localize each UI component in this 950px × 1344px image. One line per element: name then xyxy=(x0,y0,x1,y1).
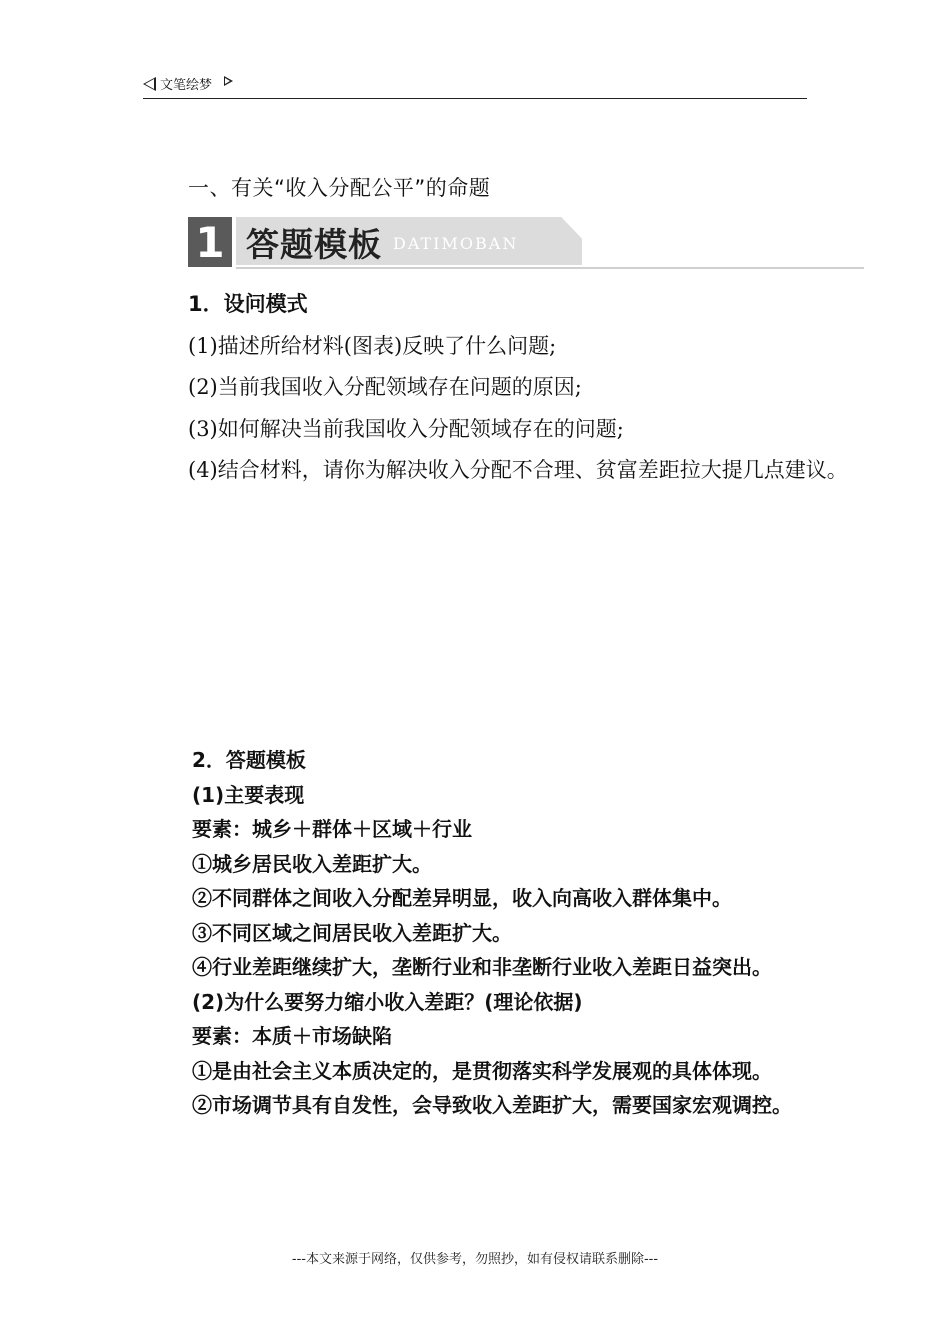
sub1-point: ②不同群体之间收入分配差异明显，收入向高收入群体集中。 xyxy=(192,886,732,910)
triangle-left-icon xyxy=(143,77,156,91)
sub2-title: (2)为什么要努力缩小收入差距？(理论依据) xyxy=(192,989,583,1014)
sub2-elements: 要素：本质＋市场缺陷 xyxy=(192,1024,392,1048)
sub1-title: (1)主要表现 xyxy=(192,782,305,807)
sub2-point: ①是由社会主义本质决定的，是贯彻落实科学发展观的具体体现。 xyxy=(192,1058,772,1083)
sub1-point: ③不同区域之间居民收入差距扩大。 xyxy=(192,920,512,945)
sub1-elements: 要素：城乡＋群体＋区域＋行业 xyxy=(192,817,472,841)
page-header xyxy=(143,72,807,99)
answer-template-banner xyxy=(188,215,864,271)
sub1-point: ④行业差距继续扩大，垄断行业和非垄断行业收入差距日益突出。 xyxy=(192,955,772,979)
header-brand-group xyxy=(143,74,233,93)
question-patterns xyxy=(188,284,888,492)
banner-number: 1 xyxy=(188,217,232,267)
part1-item: (1)描述所给材料(图表)反映了什么问题; xyxy=(188,333,557,358)
banner-subtitle: DATIMOBAN xyxy=(393,234,519,253)
part1-item: (3)如何解决当前我国收入分配领域存在的问题; xyxy=(188,416,624,441)
answer-template xyxy=(192,743,922,1123)
sub2-point: ②市场调节具有自发性，会导致收入差距扩大，需要国家宏观调控。 xyxy=(192,1093,792,1117)
part1-item: (4)结合材料，请你为解决收入分配不合理、贫富差距拉大提几点建议。 xyxy=(188,458,848,482)
banner-title: 答题模板 xyxy=(246,225,382,264)
banner-underline xyxy=(236,267,864,269)
header-brand: 文笔绘梦 xyxy=(160,78,213,93)
part1-item: (2)当前我国收入分配领域存在问题的原因; xyxy=(188,375,582,399)
section-title: 一、有关“收入分配公平”的命题 xyxy=(188,176,491,200)
part2-heading: 2．答题模板 xyxy=(192,748,306,772)
triangle-right-icon xyxy=(224,76,233,86)
sub1-point: ①城乡居民收入差距扩大。 xyxy=(192,851,432,876)
part1-heading: 1．设问模式 xyxy=(188,292,308,316)
page-footer: ---本文来源于网络，仅供参考，勿照抄，如有侵权请联系删除--- xyxy=(291,1252,659,1267)
